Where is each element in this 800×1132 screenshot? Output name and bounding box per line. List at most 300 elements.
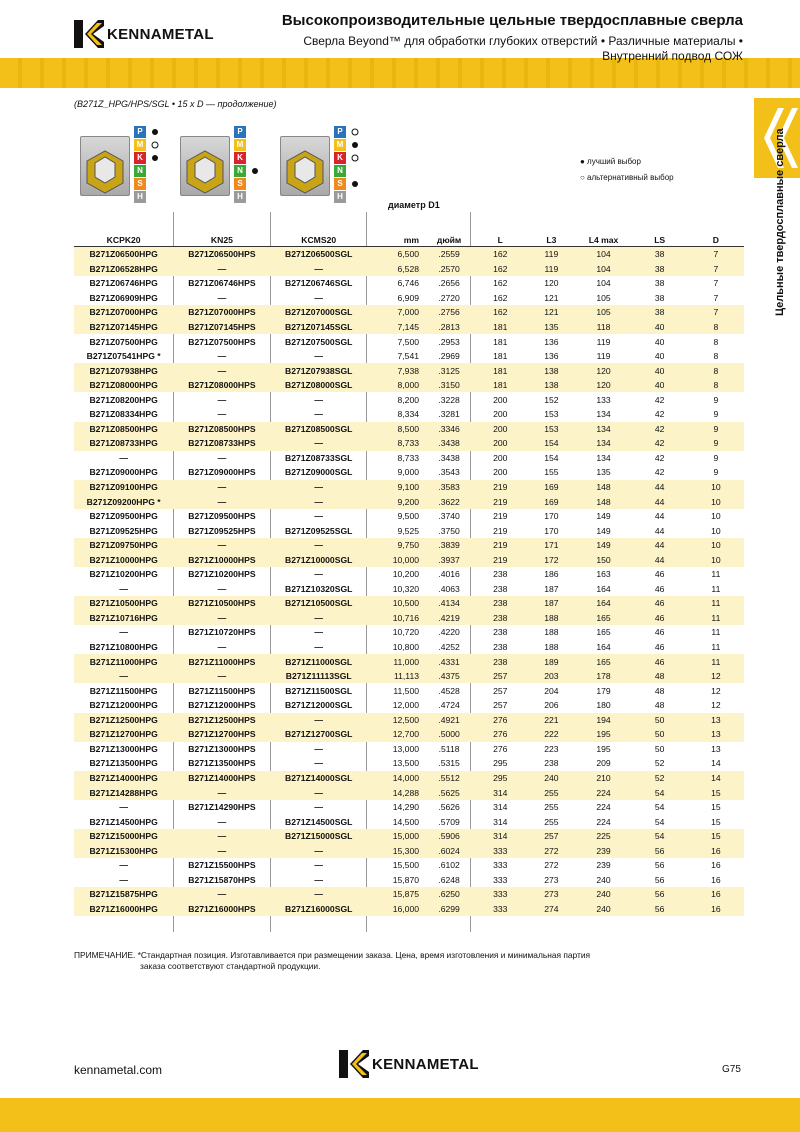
iso-s: S xyxy=(134,178,146,190)
table-cell: 195 xyxy=(596,743,611,754)
col-kcpk20: KCPK20 xyxy=(74,233,173,247)
table-cell: 44 xyxy=(632,494,688,509)
table-row xyxy=(74,800,744,815)
table-cell: 135 xyxy=(596,467,611,478)
table-cell: 11 xyxy=(711,627,721,638)
table-cell: 272 xyxy=(544,860,559,871)
brand-name: KENNAMETAL xyxy=(107,25,214,43)
table-cell: B271Z10720HPS xyxy=(188,627,256,638)
table-row xyxy=(74,669,744,684)
col-kcms20: KCMS20 xyxy=(271,233,367,247)
table-cell: 56 xyxy=(632,902,688,917)
table-cell: B271Z06746SGL xyxy=(285,278,353,289)
table-cell: 16 xyxy=(711,874,721,885)
table-cell: 48 xyxy=(654,700,665,711)
table-cell: .4331 xyxy=(425,654,473,669)
table-cell: 219 xyxy=(493,511,508,522)
subtitle-line-1: Сверла Beyond™ для обработки глубоких отверстий • Различные материалы • xyxy=(303,34,743,48)
table-cell: 9 xyxy=(713,409,719,420)
table-cell: 14,500 xyxy=(392,816,420,827)
table-cell: B271Z10320SGL xyxy=(285,583,353,594)
table-cell: 239 xyxy=(596,860,611,871)
table-cell: .2656 xyxy=(438,278,460,289)
table-cell: 136 xyxy=(544,336,559,347)
table-cell: — xyxy=(217,452,227,463)
table-cell: B271Z10000SGL xyxy=(271,552,367,567)
table-cell: 272 xyxy=(527,843,575,858)
table-cell: 333 xyxy=(473,843,527,858)
table-cell: 11 xyxy=(688,596,744,611)
table-cell: .2969 xyxy=(438,351,460,362)
table-cell: 12 xyxy=(711,700,721,711)
iso-material-scale xyxy=(134,126,148,204)
table-cell: 6,909 xyxy=(397,292,420,303)
drill-15xd-icon xyxy=(180,136,230,196)
side-section-label xyxy=(770,128,792,318)
table-cell: 40 xyxy=(632,320,688,335)
table-cell: 209 xyxy=(596,758,611,769)
table-cell: 200 xyxy=(473,436,527,451)
kennametal-k-icon xyxy=(74,20,104,48)
table-cell: 238 xyxy=(473,654,527,669)
iso-k: K xyxy=(334,152,346,164)
iso-h: H xyxy=(234,191,246,203)
table-cell: 56 xyxy=(654,874,665,885)
table-cell: 13,000 xyxy=(392,743,420,754)
table-cell: .5118 xyxy=(438,743,460,754)
best-choice-dot-icon xyxy=(150,127,160,137)
table-cell: 14,288 xyxy=(367,785,425,800)
table-row xyxy=(74,713,744,728)
table-cell: — xyxy=(314,351,323,362)
table-cell: 255 xyxy=(544,816,559,827)
footnote-line-2: заказа соответствуют стандартной продукции. xyxy=(140,961,321,971)
table-cell: .3281 xyxy=(438,409,460,420)
table-cell: B271Z14500SGL xyxy=(285,816,353,827)
table-cell: 221 xyxy=(527,713,575,728)
table-row xyxy=(74,465,744,480)
table-row xyxy=(74,480,744,495)
table-row xyxy=(74,247,744,262)
table-cell: 273 xyxy=(527,887,575,902)
table-body xyxy=(74,247,744,917)
table-cell: B271Z06909HPG xyxy=(89,292,158,303)
table-cell: 164 xyxy=(596,642,611,653)
diameter-label: диаметр D1 xyxy=(388,200,440,210)
table-cell: 12 xyxy=(711,685,721,696)
table-cell: .3125 xyxy=(425,363,473,378)
table-cell: — xyxy=(314,409,323,420)
table-cell: B271Z07500HPG xyxy=(89,336,158,347)
table-cell: .5000 xyxy=(425,727,473,742)
table-cell: B271Z08500HPS xyxy=(173,422,270,437)
table-cell: 295 xyxy=(473,771,527,786)
table-cell: 148 xyxy=(575,480,631,495)
table-cell: 204 xyxy=(544,685,559,696)
table-cell: 238 xyxy=(493,642,508,653)
table-cell: 314 xyxy=(473,785,527,800)
col-inch: дюйм xyxy=(425,233,473,247)
table-cell: 165 xyxy=(575,611,631,626)
continuation-note: (B271Z_HPG/HPS/SGL • 15 x D — продолжение) xyxy=(74,99,277,109)
drill-15xd-icon xyxy=(280,136,330,196)
table-cell: .5906 xyxy=(425,829,473,844)
table-cell: 10 xyxy=(688,538,744,553)
table-row xyxy=(74,451,744,466)
table-cell: 163 xyxy=(596,569,611,580)
table-cell: 7 xyxy=(713,292,719,303)
table-cell: 276 xyxy=(473,713,527,728)
table-cell: 46 xyxy=(632,611,688,626)
table-cell: 121 xyxy=(544,292,559,303)
table-cell: .4219 xyxy=(425,611,473,626)
table-cell: 12,500 xyxy=(367,713,425,728)
table-cell: 333 xyxy=(473,902,527,917)
table-cell: 149 xyxy=(575,538,631,553)
table-cell: B271Z07000SGL xyxy=(271,305,367,320)
table-cell: 238 xyxy=(493,627,508,638)
table-cell: — xyxy=(217,409,227,420)
table-cell: B271Z10716HPG xyxy=(74,611,173,626)
table-cell: B271Z15300HPG xyxy=(74,843,173,858)
table-cell: 46 xyxy=(632,596,688,611)
table-cell: 7,145 xyxy=(367,320,425,335)
table-cell: .4220 xyxy=(438,627,460,638)
table-cell: — xyxy=(314,743,323,754)
footnote-line-1: ПРИМЕЧАНИЕ. *Стандартная позиция. Изготавливается при размещении заказа. Цена, время изготовления и минимальная партия xyxy=(74,950,591,960)
table-cell: 224 xyxy=(596,802,611,813)
table-cell: B271Z11500SGL xyxy=(285,685,353,696)
table-cell: .2720 xyxy=(438,292,460,303)
table-cell: 138 xyxy=(527,363,575,378)
table-cell: 56 xyxy=(632,887,688,902)
table-cell: 44 xyxy=(632,480,688,495)
table-row xyxy=(74,378,744,393)
table-cell: 169 xyxy=(527,480,575,495)
table-cell: 50 xyxy=(632,713,688,728)
table-cell: 200 xyxy=(493,452,508,463)
table-cell: .3228 xyxy=(438,394,460,405)
table-cell: 219 xyxy=(473,552,527,567)
table-cell: .5512 xyxy=(425,771,473,786)
table-cell: 46 xyxy=(632,654,688,669)
table-cell: 44 xyxy=(654,525,665,536)
table-row xyxy=(74,611,744,626)
table-cell: B271Z08000HPS xyxy=(173,378,270,393)
table-cell: 10,320 xyxy=(392,583,420,594)
table-cell: 10,500 xyxy=(367,596,425,611)
table-cell: B271Z11500HPG xyxy=(89,685,158,696)
table-cell: 200 xyxy=(493,467,508,478)
table-cell: 181 xyxy=(493,336,508,347)
table-cell: — xyxy=(217,583,227,594)
table-cell: 54 xyxy=(632,785,688,800)
table-cell: B271Z06500SGL xyxy=(271,247,367,262)
table-cell: 11,500 xyxy=(393,685,420,696)
table-cell: 134 xyxy=(575,436,631,451)
table-row xyxy=(74,262,744,277)
table-cell: 13 xyxy=(688,713,744,728)
table-cell: 11 xyxy=(711,642,721,653)
table-cell: 8 xyxy=(713,351,719,362)
table-cell: B271Z12500HPG xyxy=(74,713,173,728)
table-cell: — xyxy=(173,262,270,277)
table-cell: B271Z09000HPG xyxy=(89,467,158,478)
table-cell: B271Z12500HPS xyxy=(173,713,270,728)
table-row xyxy=(74,349,744,364)
table-cell: .3622 xyxy=(425,494,473,509)
table-cell: 164 xyxy=(596,583,611,594)
table-cell: 10,720 xyxy=(392,627,420,638)
table-cell: 240 xyxy=(575,887,631,902)
table-cell: 11 xyxy=(688,611,744,626)
table-cell: B271Z06528HPG xyxy=(74,262,173,277)
table-cell: B271Z08733HPG xyxy=(74,436,173,451)
table-cell: 42 xyxy=(632,436,688,451)
table-cell: 169 xyxy=(527,494,575,509)
table-cell: 188 xyxy=(527,611,575,626)
table-cell: 206 xyxy=(544,700,559,711)
table-cell: B271Z07938SGL xyxy=(271,363,367,378)
table-cell: 119 xyxy=(596,336,611,347)
table-cell: 164 xyxy=(575,596,631,611)
table-cell: .3740 xyxy=(438,511,460,522)
best-choice-dot-icon xyxy=(150,153,160,163)
table-cell: 257 xyxy=(527,829,575,844)
table-cell: .4724 xyxy=(438,700,460,711)
table-cell: 9,100 xyxy=(367,480,425,495)
table-cell: 42 xyxy=(654,467,665,478)
table-cell: .5315 xyxy=(438,758,460,769)
table-cell: 240 xyxy=(596,874,611,885)
table-cell: 40 xyxy=(654,336,665,347)
table-cell: 8,733 xyxy=(397,452,420,463)
table-cell: 52 xyxy=(654,758,665,769)
table-cell: 15 xyxy=(688,785,744,800)
table-row xyxy=(74,698,744,713)
table-cell: B271Z15500HPS xyxy=(188,860,256,871)
table-cell: 120 xyxy=(575,363,631,378)
table-cell: .6250 xyxy=(425,887,473,902)
table-cell: .2953 xyxy=(438,336,460,347)
table-cell: 186 xyxy=(544,569,559,580)
iso-p: P xyxy=(234,126,246,138)
product-table xyxy=(74,233,744,916)
table-row xyxy=(74,552,744,567)
footer-kennametal-logo xyxy=(339,1050,479,1078)
table-cell: 188 xyxy=(544,642,559,653)
footer-url[interactable]: kennametal.com xyxy=(74,1063,163,1077)
table-cell: B271Z09500HPG xyxy=(89,511,158,522)
table-cell: B271Z07000HPS xyxy=(173,305,270,320)
table-cell: 54 xyxy=(654,816,665,827)
table-cell: 219 xyxy=(493,525,508,536)
table-cell: 9,525 xyxy=(397,525,420,536)
table-cell: .3839 xyxy=(425,538,473,553)
table-cell: 44 xyxy=(632,552,688,567)
table-cell: .4528 xyxy=(438,685,460,696)
table-cell: 134 xyxy=(596,452,611,463)
table-cell: .6299 xyxy=(425,902,473,917)
table-cell: 134 xyxy=(596,409,611,420)
table-cell: .6102 xyxy=(438,860,460,871)
table-cell: — xyxy=(217,394,227,405)
table-cell: 14,290 xyxy=(392,802,420,813)
table-cell: 181 xyxy=(493,351,508,362)
table-cell: 40 xyxy=(632,363,688,378)
iso-n: N xyxy=(134,165,146,177)
table-cell: 46 xyxy=(654,627,665,638)
table-cell: 255 xyxy=(527,785,575,800)
iso-k: K xyxy=(134,152,146,164)
table-cell: 15 xyxy=(711,816,721,827)
table-cell: B271Z06746HPS xyxy=(188,278,256,289)
table-cell: 12,000 xyxy=(392,700,420,711)
table-cell: B271Z12000HPG xyxy=(89,700,158,711)
table-cell: 154 xyxy=(527,436,575,451)
table-cell: — xyxy=(314,569,323,580)
table-cell: 224 xyxy=(575,785,631,800)
table-cell: 13 xyxy=(688,727,744,742)
table-cell: 195 xyxy=(575,727,631,742)
table-cell: 219 xyxy=(473,480,527,495)
col-l: L xyxy=(473,233,527,247)
table-cell: 10,800 xyxy=(392,642,420,653)
table-cell: 153 xyxy=(527,422,575,437)
table-cell: 170 xyxy=(544,511,559,522)
iso-n: N xyxy=(334,165,346,177)
table-cell: 276 xyxy=(493,743,508,754)
table-cell: 179 xyxy=(596,685,611,696)
table-cell: 119 xyxy=(527,247,575,262)
table-cell: — xyxy=(173,480,270,495)
table-cell: — xyxy=(217,351,227,362)
table-cell: 54 xyxy=(632,829,688,844)
table-cell: 333 xyxy=(473,887,527,902)
table-cell: — xyxy=(314,874,323,885)
table-cell: 40 xyxy=(632,378,688,393)
table-cell: B271Z07145HPG xyxy=(74,320,173,335)
table-cell: 255 xyxy=(544,802,559,813)
drill-shape-icon xyxy=(181,137,229,195)
table-cell: — xyxy=(271,494,367,509)
table-cell: 188 xyxy=(544,627,559,638)
table-cell: 194 xyxy=(575,713,631,728)
table-cell: — xyxy=(217,292,227,303)
table-cell: 104 xyxy=(596,278,611,289)
table-cell: .3438 xyxy=(438,452,460,463)
table-cell: 6,746 xyxy=(397,278,420,289)
table-cell: — xyxy=(173,887,270,902)
table-cell: B271Z14500HPG xyxy=(89,816,158,827)
table-cell: B271Z08500SGL xyxy=(271,422,367,437)
table-cell: B271Z07145SGL xyxy=(271,320,367,335)
table-cell: 46 xyxy=(654,583,665,594)
table-cell: 219 xyxy=(473,538,527,553)
table-cell: B271Z10500HPG xyxy=(74,596,173,611)
table-cell: 150 xyxy=(575,552,631,567)
drill-shape-icon xyxy=(281,137,329,195)
table-cell: .3543 xyxy=(438,467,460,478)
table-cell: 149 xyxy=(596,525,611,536)
table-row xyxy=(74,305,744,320)
table-cell: 9,200 xyxy=(367,494,425,509)
table-cell: B271Z09525HPG xyxy=(89,525,158,536)
alt-choice-circle-icon xyxy=(150,140,160,150)
iso-material-scale xyxy=(334,126,348,204)
table-row xyxy=(74,640,744,655)
page-title: Высокопроизводительные цельные твердосплавные сверла xyxy=(281,12,743,29)
table-cell: 119 xyxy=(527,262,575,277)
table-cell: B271Z08200HPG xyxy=(89,394,158,405)
table-cell: 38 xyxy=(654,278,665,289)
table-cell: 38 xyxy=(632,262,688,277)
table-cell: B271Z11113SGL xyxy=(271,669,367,684)
table-cell: 9,000 xyxy=(397,467,420,478)
table-cell: 119 xyxy=(596,351,611,362)
table-cell: — xyxy=(74,669,173,684)
table-cell: — xyxy=(173,829,270,844)
table-row xyxy=(74,756,744,771)
table-cell: B271Z10200HPG xyxy=(89,569,158,580)
table-cell: 314 xyxy=(473,829,527,844)
table-cell: 155 xyxy=(544,467,559,478)
table-cell: 48 xyxy=(632,669,688,684)
table-cell: 238 xyxy=(493,583,508,594)
table-cell: B271Z10000HPS xyxy=(173,552,270,567)
table-cell: .4063 xyxy=(438,583,460,594)
table-cell: 135 xyxy=(527,320,575,335)
col-d: D xyxy=(688,233,744,247)
table-cell: 10 xyxy=(711,511,721,522)
table-cell: .4016 xyxy=(438,569,460,580)
table-cell: B271Z12700HPG xyxy=(74,727,173,742)
drill-shape-icon xyxy=(81,137,129,195)
table-cell: 240 xyxy=(527,771,575,786)
table-cell: B271Z13500HPG xyxy=(89,758,158,769)
table-cell: 105 xyxy=(575,305,631,320)
table-cell: B271Z09000HPS xyxy=(188,467,256,478)
table-cell: B271Z08733SGL xyxy=(285,452,353,463)
legend xyxy=(580,154,674,186)
table-header-row xyxy=(74,233,744,247)
table-cell: 9,500 xyxy=(397,511,420,522)
table-cell: B271Z13000HPS xyxy=(188,743,256,754)
table-cell: B271Z15000SGL xyxy=(271,829,367,844)
table-cell: — xyxy=(173,538,270,553)
table-cell: — xyxy=(119,583,128,594)
table-cell: 171 xyxy=(527,538,575,553)
footnote xyxy=(74,950,674,972)
table-cell: B271Z15000HPG xyxy=(74,829,173,844)
table-cell: 15 xyxy=(711,802,721,813)
table-cell: 120 xyxy=(575,378,631,393)
best-choice-dot-icon xyxy=(350,140,360,150)
table-cell: 46 xyxy=(654,569,665,580)
table-cell: 16 xyxy=(688,887,744,902)
footer-brand-name: KENNAMETAL xyxy=(372,1055,479,1073)
table-cell: B271Z15875HPG xyxy=(74,887,173,902)
table-cell: — xyxy=(119,802,128,813)
table-cell: 9,750 xyxy=(367,538,425,553)
table-cell: .5626 xyxy=(438,802,460,813)
table-cell: 52 xyxy=(632,771,688,786)
table-cell: B271Z08500HPG xyxy=(74,422,173,437)
table-cell: 50 xyxy=(632,727,688,742)
table-cell: B271Z08000SGL xyxy=(271,378,367,393)
table-cell: — xyxy=(271,843,367,858)
table-cell: 15,000 xyxy=(367,829,425,844)
